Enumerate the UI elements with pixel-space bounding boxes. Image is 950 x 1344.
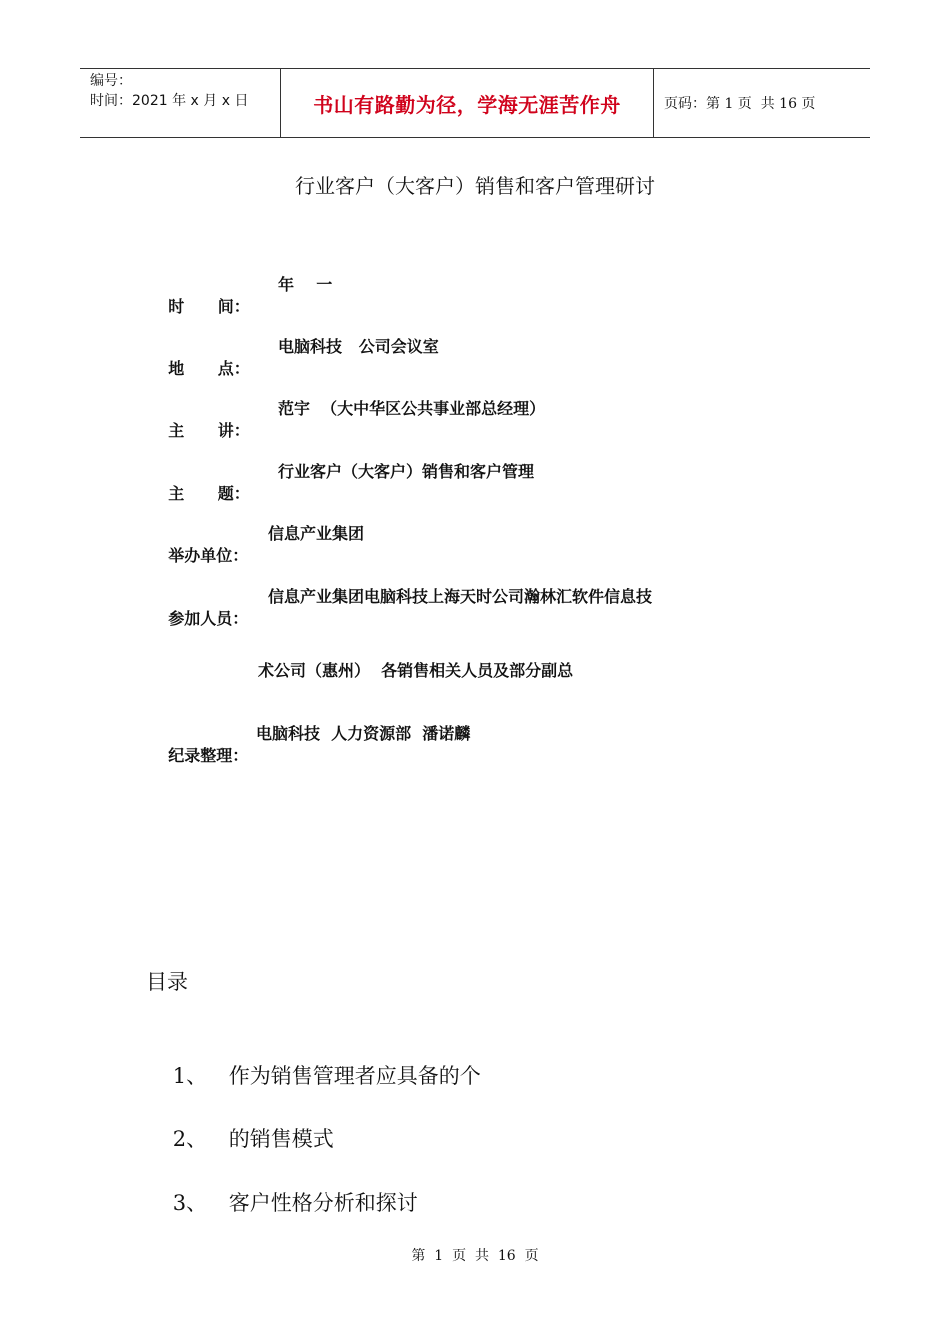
meta-row-recorder — [146, 723, 471, 811]
header-page-info: 页码：第 1 页 共 16 页 — [664, 96, 816, 112]
toc-item-number: 3、 — [172, 1191, 208, 1215]
toc-item-text: 客户性格分析和探讨 — [228, 1191, 418, 1215]
toc-heading: 目录 — [146, 970, 188, 994]
meta-value-topic: 行业客户（大客户）销售和客户管理 — [278, 462, 535, 481]
meta-value-place: 电脑科技 公司会议室 — [278, 337, 439, 356]
toc-item-number: 1、 — [172, 1064, 208, 1088]
meta-value-recorder: 电脑科技 人力资源部 潘诺麟 — [256, 724, 471, 743]
toc-item — [146, 1161, 418, 1245]
meta-value-speaker: 范宇 （大中华区公共事业部总经理） — [278, 399, 546, 418]
time-label: 时间：2021 年 x 月 x 日 — [90, 93, 249, 109]
meta-label-organizer: 举办单位： — [168, 546, 249, 565]
meta-value-participants-line1: 信息产业集团电脑科技上海天时公司瀚林汇软件信息技 — [268, 587, 653, 606]
header-motto: 书山有路勤为径，学海无涯苦作舟 — [313, 92, 621, 117]
serial-label: 编号： — [90, 73, 132, 89]
meta-label-topic: 主 题： — [168, 484, 250, 503]
header-left-cell — [80, 69, 281, 137]
meta-label-recorder: 纪录整理： — [168, 746, 249, 765]
meta-label-place: 地 点： — [168, 359, 250, 378]
page-footer: 第 1 页 共 16 页 — [411, 1248, 539, 1264]
meta-value-participants-line2: 术公司（惠州） 各销售相关人员及部分副总 — [258, 661, 574, 680]
toc-item-text: 作为销售管理者应具备的个 — [228, 1064, 481, 1088]
document-title: 行业客户（大客户）销售和客户管理研讨 — [295, 174, 655, 198]
meta-value-time: 年 一 — [278, 275, 333, 294]
meta-label-speaker: 主 讲： — [168, 421, 250, 440]
toc-item-text: 的销售模式 — [228, 1127, 334, 1151]
meta-label-time: 时 间： — [168, 297, 250, 316]
page-header — [80, 68, 870, 138]
toc-item-number: 2、 — [172, 1127, 208, 1151]
meta-label-participants: 参加人员： — [168, 609, 249, 628]
header-middle-cell — [281, 69, 654, 137]
meta-value-organizer: 信息产业集团 — [268, 524, 365, 543]
